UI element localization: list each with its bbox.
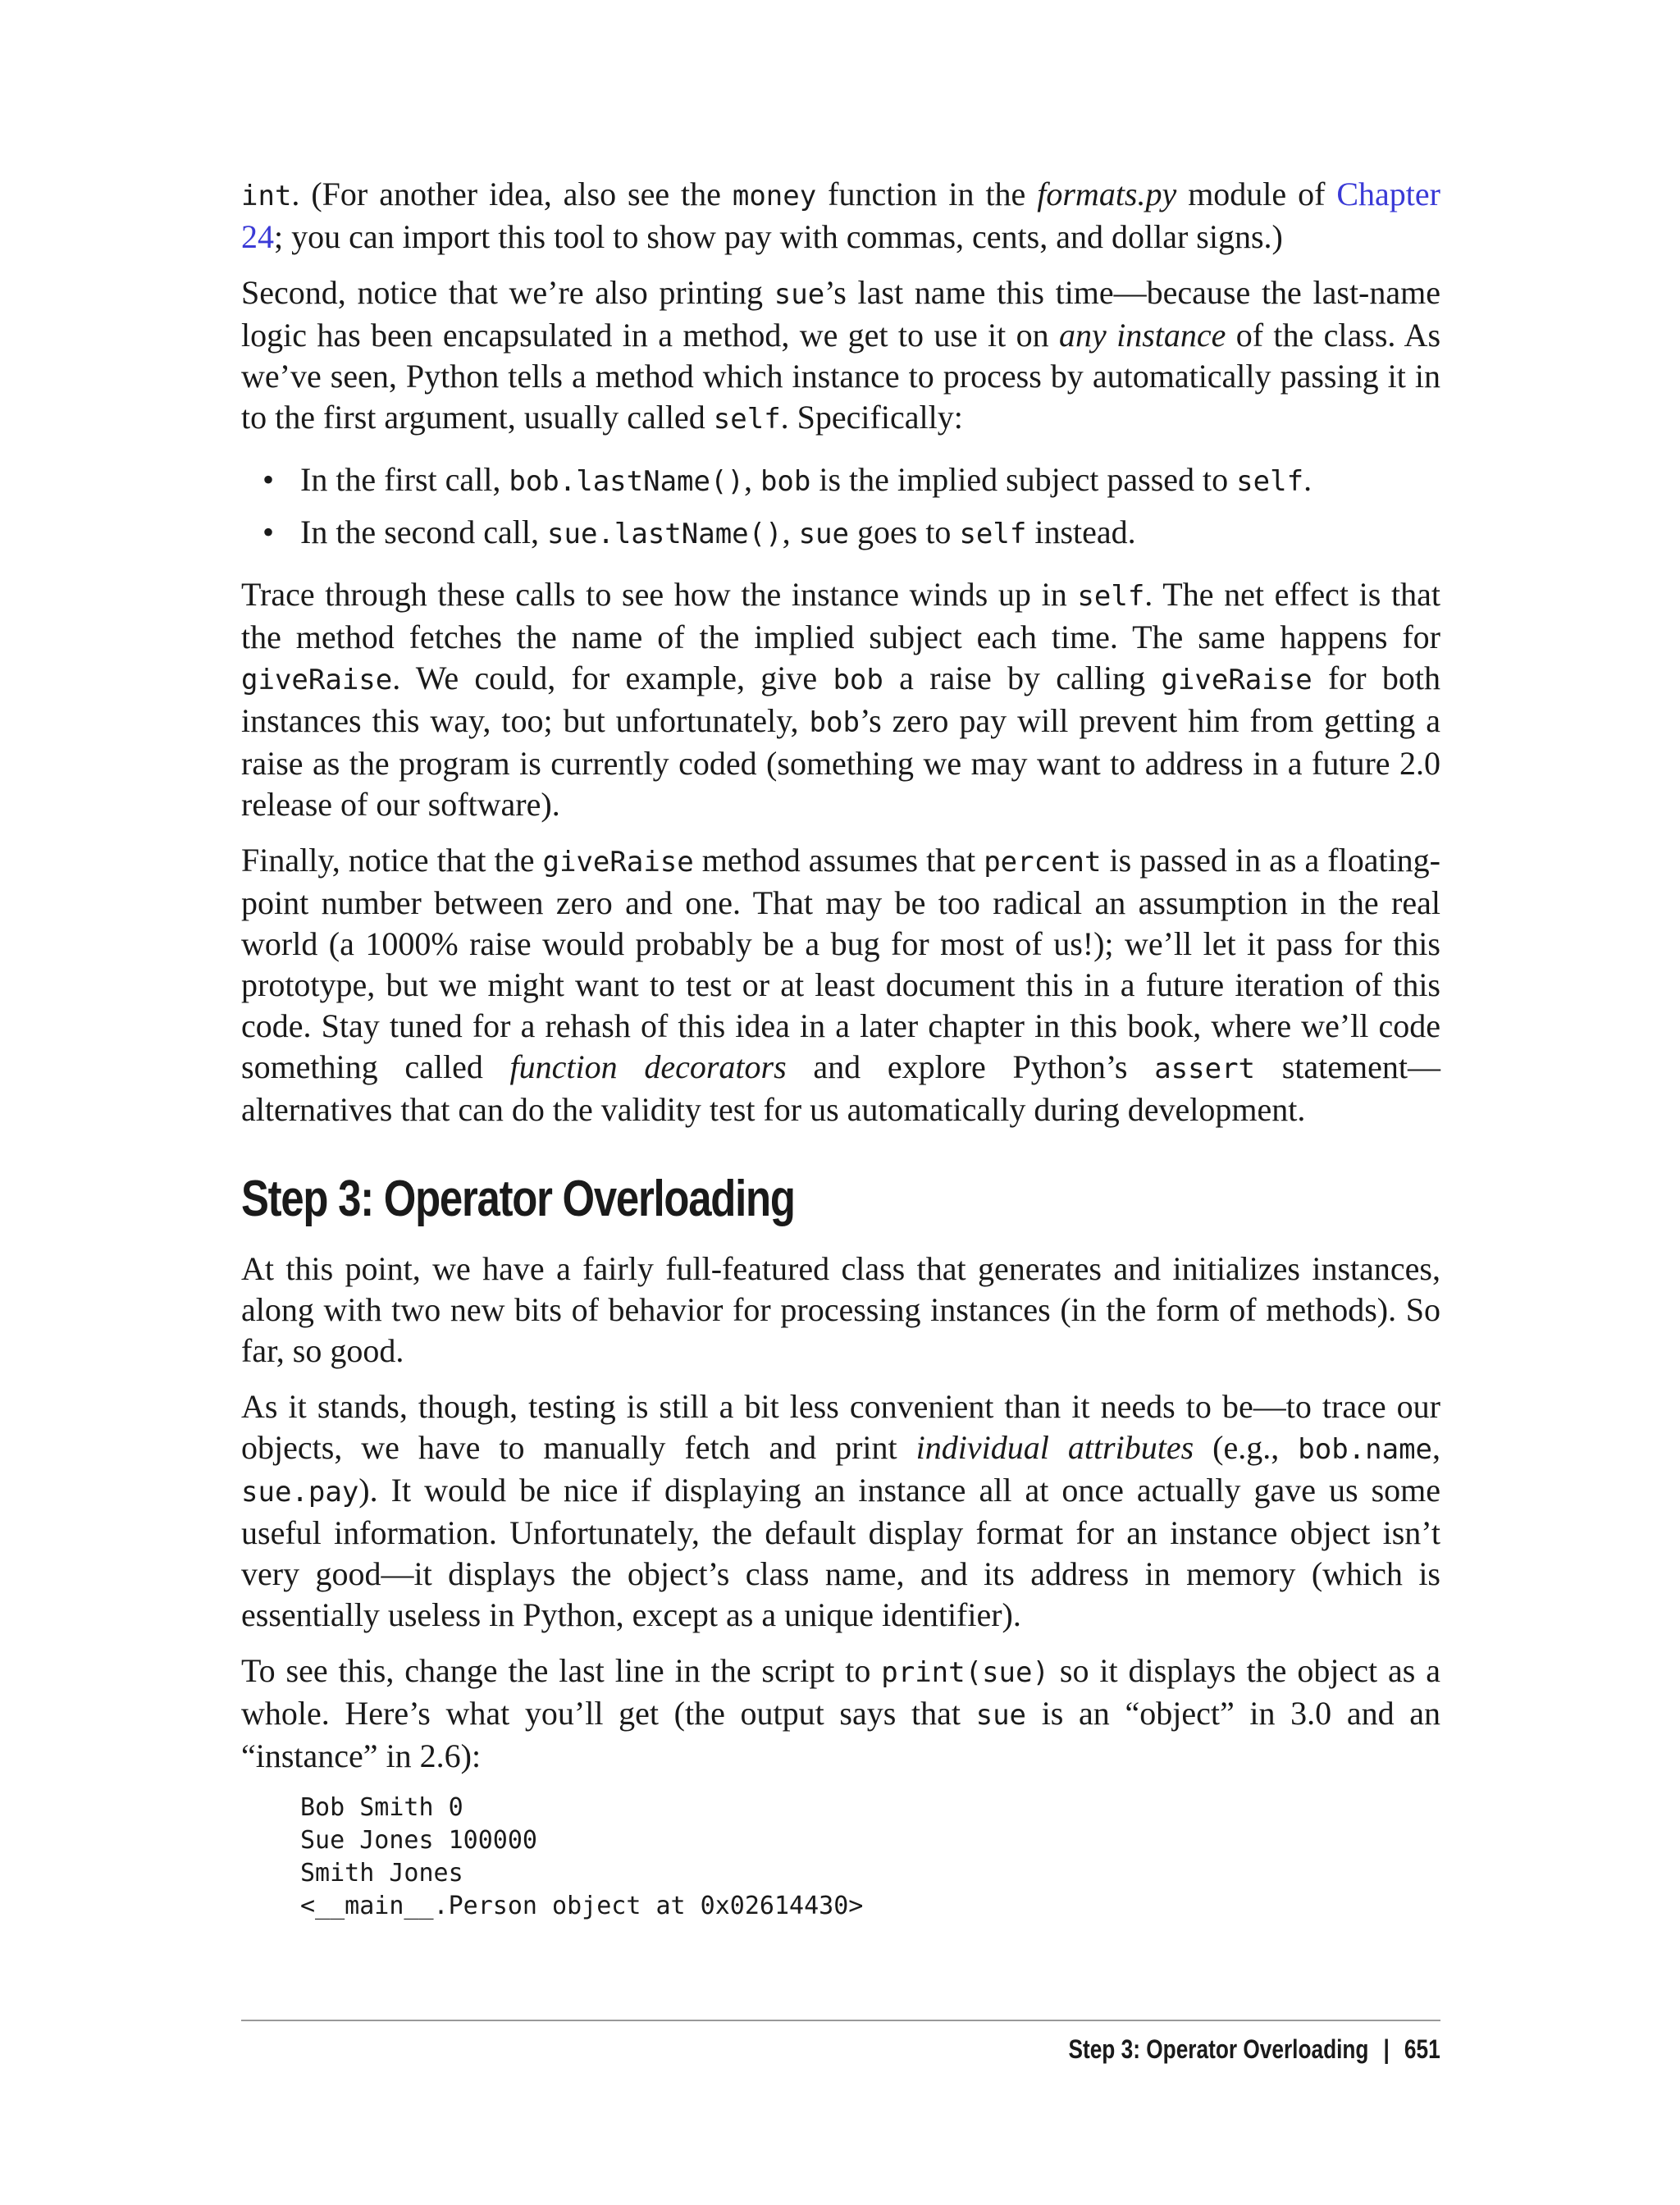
paragraph-7: To see this, change the last line in the script to print(sue) so it displays the object as a whole. Here’s what you’ll get (the output says that sue is an “object” in 3.0 and an “instance” in 2.6):: [241, 1652, 1440, 1774]
paragraph-4: Finally, notice that the giveRaise method assumes that percent is passed in as a floating-point number between zero and one. That may be too radical an assumption in the real world (a 1000% raise would probably be a bug for most of us!); we’ll let it pass for this prototype, but we might want to test or at least document this in a future iteration of this code. Stay tuned for a rehash of this idea in a later chapter in this book, where we’ll code something called function decorators and explore Python’s assert statement—alternatives that can do the validity test for us automatically during development.: [241, 842, 1441, 1128]
bullet-item: • In the first call, bob.lastName(), bob is the implied subject passed to self.: [300, 454, 1440, 507]
paragraph-1: int. (For another idea, also see the money function in the formats.py module of Chapter 24; you can import this tool to show pay with commas, cents, and dollar signs.): [241, 176, 1440, 255]
section-heading: Step 3: Operator Overloading: [241, 1171, 795, 1227]
footer-divider: [241, 2020, 1440, 2021]
bullet-item: • In the second call, sue.lastName(), sue goes to self instead.: [300, 507, 1440, 559]
paragraph-2: Second, notice that we’re also printing sue’s last name this time—because the last-name logic has been encapsulated in a method, we get to use it on any instance of the class. As we’ve seen, Python tells a method which instance to process by automatically passing it in to the first argument, usually called self. Specifically:: [241, 274, 1441, 436]
page-number: 651: [1404, 2034, 1440, 2064]
bullet-list: [241, 454, 1440, 559]
page-content: [241, 174, 1440, 1923]
footer-separator: |: [1383, 2034, 1390, 2064]
paragraph-6: As it stands, though, testing is still a bit less convenient than it needs to be—to trace our objects, we have to manually fetch and print individual attributes (e.g., bob.name, sue.pay). It would be nice if displaying an instance all at once actually gave us some useful information. Unfortunately, the default display format for an instance object isn’t very good—it displays the object’s class name, and its address in memory (which is essentially useless in Python, except as a unique identifier).: [241, 1388, 1441, 1633]
footer-section-title: Step 3: Operator Overloading: [1068, 2034, 1369, 2064]
chapter-24-link[interactable]: Chapter 24: [241, 176, 1440, 255]
paragraph-5: At this point, we have a fairly full-featured class that generates and initializes instances, along with two new bits of behavior for processing instances (in the form of methods). So far, so good.: [241, 1250, 1440, 1369]
page-footer: [1069, 2031, 1440, 2067]
paragraph-3: Trace through these calls to see how the instance winds up in self. The net effect is that the method fetches the name of the implied subject each time. The same happens for giveRaise. We could, for example, give bob a raise by calling giveRaise for both instances this way, too; but unfortunately, bob’s zero pay will prevent him from getting a raise as the program is currently coded (something we may want to address in a future 2.0 release of our software).: [241, 576, 1441, 823]
code-output-block: Bob Smith 0 Sue Jones 100000 Smith Jones <__main__.Person object at 0x02614430>: [300, 1793, 864, 1920]
